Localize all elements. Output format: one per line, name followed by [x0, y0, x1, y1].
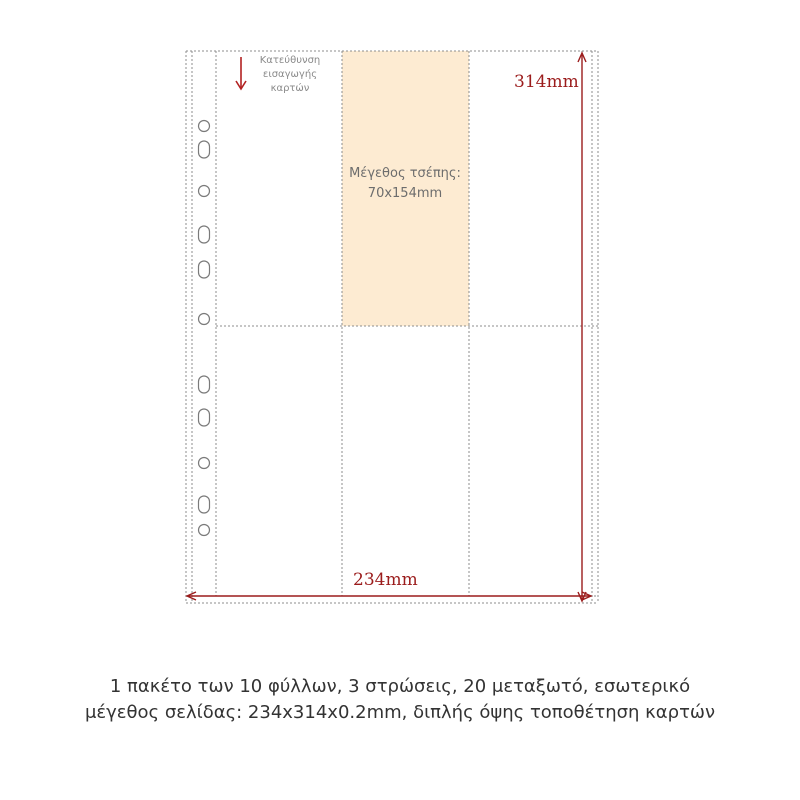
- width-dimension-label: 234mm: [353, 570, 418, 590]
- punch-hole: [199, 226, 210, 243]
- height-dimension-arrow: [578, 53, 586, 601]
- punch-hole: [199, 525, 210, 536]
- height-dimension-label: 314mm: [514, 72, 579, 92]
- pocket-size-value: 70x154mm: [367, 186, 443, 201]
- punch-hole: [199, 186, 210, 197]
- punch-hole: [199, 409, 210, 426]
- insertion-note-line: Κατεύθυνση: [259, 55, 321, 66]
- punch-holes: [199, 121, 210, 536]
- punch-hole: [199, 314, 210, 325]
- caption-line-2: μέγεθος σελίδας: 234x314x0.2mm, διπλής όψης τοποθέτηση καρτών: [84, 702, 716, 723]
- punch-hole: [199, 261, 210, 278]
- insertion-direction-note: [228, 54, 352, 96]
- punch-hole: [199, 458, 210, 469]
- pocket-size-title: Μέγεθος τσέπης:: [349, 166, 461, 181]
- punch-hole: [199, 496, 210, 513]
- punch-hole: [199, 376, 210, 393]
- product-caption: [0, 674, 800, 726]
- insertion-note-line: καρτών: [270, 83, 310, 94]
- caption-line-1: 1 πακέτο των 10 φύλλων, 3 στρώσεις, 20 μεταξωτό, εσωτερικό: [109, 676, 691, 697]
- punch-hole: [199, 121, 210, 132]
- width-dimension-arrow: [187, 592, 591, 600]
- insertion-note-line: εισαγωγής: [262, 69, 318, 80]
- punch-hole: [199, 141, 210, 158]
- pocket-size-label: [330, 164, 480, 204]
